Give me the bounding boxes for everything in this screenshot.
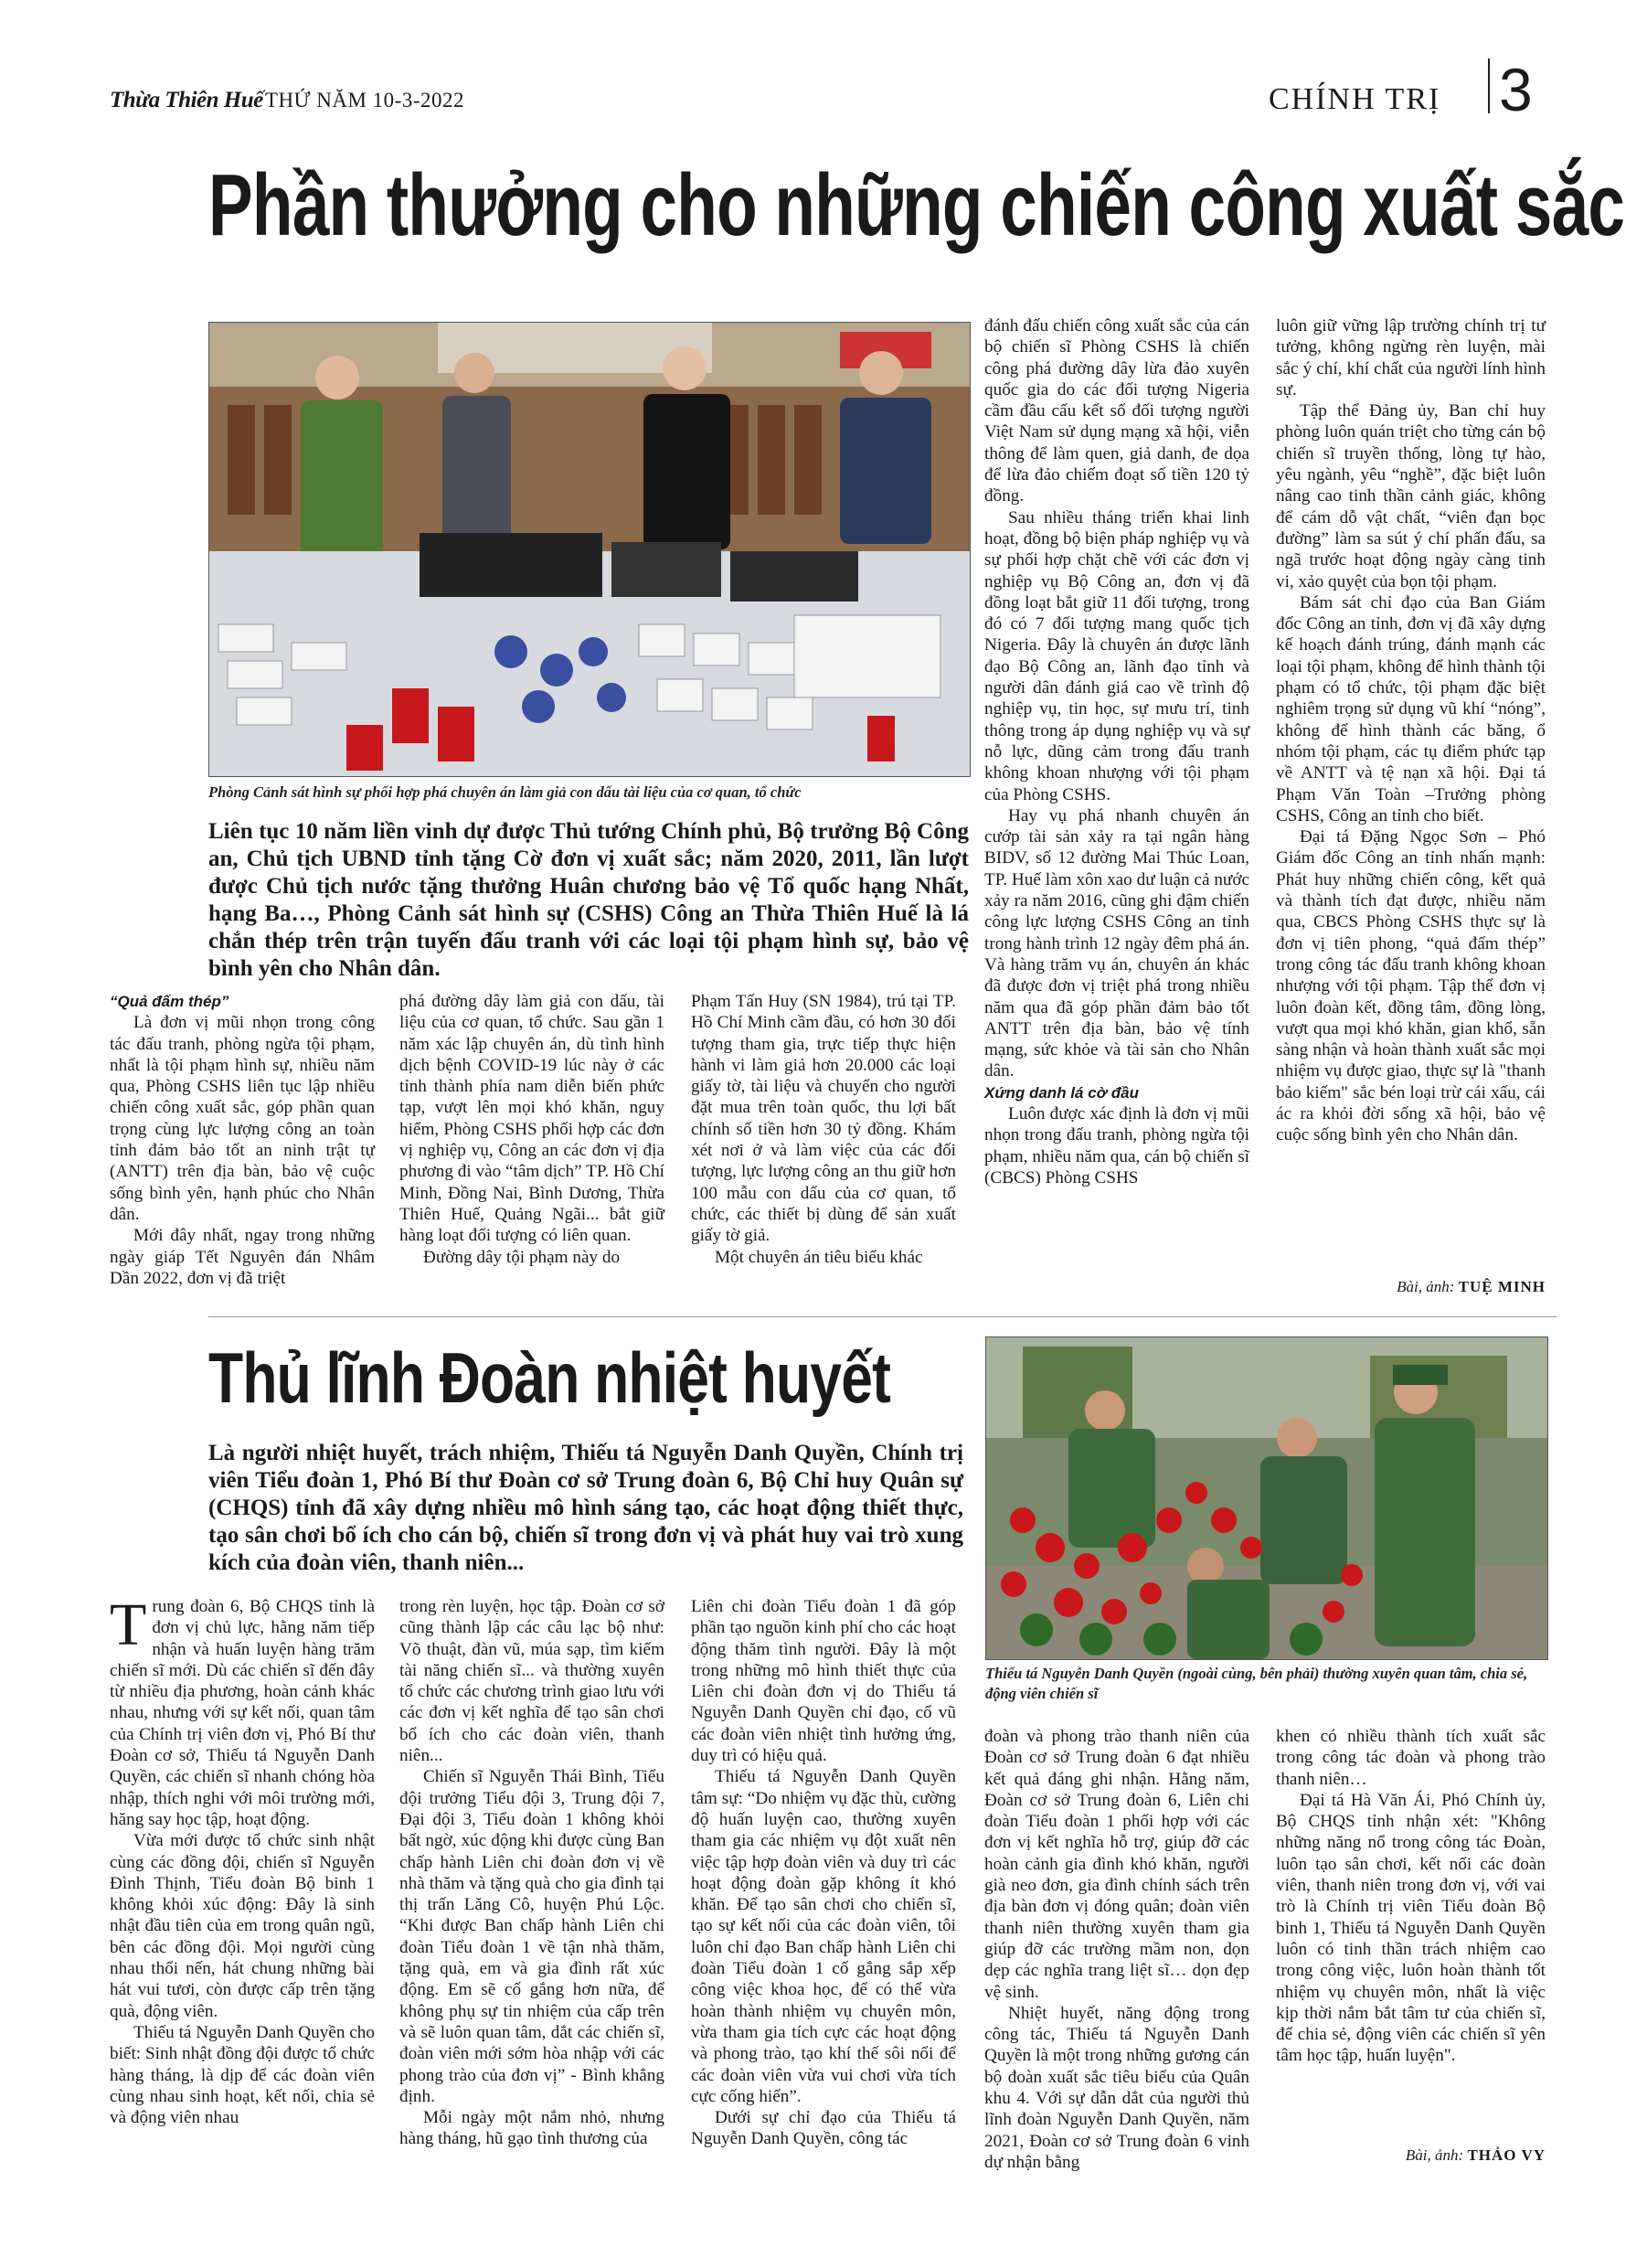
byline-label: Bài, ảnh: [1397, 1278, 1455, 1295]
paragraph: Đại tá Đặng Ngọc Sơn – Phó Giám đốc Công an tỉnh nhấn mạnh: Phát huy những chiến công, kết quả và thành tích đạt được, nhiều năm qua, CBCS Phòng CSHS thực sự là đơn vị tiên phong, “quả đấm thép” trong công tác đấu tranh không khoan nhượng với tội phạm. Tập thể đơn vị luôn đoàn kết, đồng tâm, đồng lòng, vượt qua mọi khó khăn, gian khổ, sẵn sàng nhận và hoàn thành xuất sắc mọi nhiệm vụ được giao, thực sự là "thanh bảo kiếm" sắc bén loại trừ cái xấu, cái ác ra khỏi đời sống xã hội, bảo vệ cuộc sống bình yên cho Nhân dân. [1276, 827, 1546, 1145]
article2-column-5 [1276, 1726, 1546, 2067]
paragraph: trong rèn luyện, học tập. Đoàn cơ sở cũng thành lập các câu lạc bộ như: Võ thuật, đàn vũ, múa sạp, tìm kiếm tài năng chiến sĩ... và thường xuyên tổ chức các chương trình giao lưu với các đơn vị kết nghĩa để tạo sân chơi bổ ích cho các đoàn viên, thanh niên... [399, 1597, 664, 1766]
article1-column-2 [399, 991, 664, 1268]
article1-lead: Liên tục 10 năm liền vinh dự được Thủ tướng Chính phủ, Bộ trưởng Bộ Công an, Chủ tịch UBND tỉnh tặng Cờ đơn vị xuất sắc; năm 2020, 2011, lần lượt được Chủ tịch nước tặng thưởng Huân chương bảo vệ Tổ quốc hạng Nhất, hạng Ba…, Phòng Cảnh sát hình sự (CSHS) Công an Thừa Thiên Huế là lá chắn thép trên trận tuyến đấu tranh với các loại tội phạm hình sự, bảo vệ bình yên cho Nhân dân. [208, 819, 969, 981]
article1-headline: Phần thưởng cho những chiến công xuất sắc [208, 156, 1625, 254]
paragraph: Hay vụ phá nhanh chuyên án cướp tài sản xảy ra tại ngân hàng BIDV, số 12 đường Mai Thúc Loan, TP. Huế làm xôn xao dư luận cả nước xảy ra năm 2016, cũng ghi đậm chiến công lực lượng CSHS Công an tỉnh trong hành trình 12 ngày đêm phá án. Và hàng trăm vụ án, chuyên án khác đã được đơn vị triệt phá trong nhiều năm qua đã góp phần đảm bảo tốt ANTT trên địa bàn, bảo vệ tính mạng, sức khỏe và tài sản cho Nhân dân. [984, 805, 1249, 1081]
paragraph: Dưới sự chỉ đạo của Thiếu tá Nguyễn Danh Quyền, công tác [691, 2108, 956, 2149]
article1-column-1 [110, 991, 375, 1289]
article2-lead: Là người nhiệt huyết, trách nhiệm, Thiếu tá Nguyễn Danh Quyền, Chính trị viên Tiểu đoàn 1, Phó Bí thư Đoàn cơ sở Trung đoàn 6, Bộ Chỉ huy Quân sự (CHQS) tỉnh đã xây dựng nhiều mô hình sáng tạo, các hoạt động thiết thực, tạo sân chơi bổ ích cho cán bộ, chiến sĩ trong đơn vị và phát huy vai trò xung kích của đoàn viên, thanh niên... [208, 1441, 963, 1575]
paragraph: phá đường dây làm giả con dấu, tài liệu của cơ quan, tổ chức. Sau gần 1 năm xác lập chuyên án, dù tình hình dịch bệnh COVID-19 lúc này ở các tỉnh thành phía nam diễn biến phức tạp, vượt lên mọi khó khăn, nguy hiểm, Phòng CSHS phối hợp các đơn vị nghiệp vụ, Công an các đơn vị địa phương đi vào “tâm dịch” TP. Hồ Chí Minh, Đồng Nai, Bình Dương, Thừa Thiên Huế, Quảng Ngãi... bắt giữ hàng loạt đối tượng có liên quan. [399, 992, 664, 1246]
paragraph: Một chuyên án tiêu biểu khác [715, 1247, 923, 1267]
paragraph: Nhiệt huyết, năng động trong công tác, Thiếu tá Nguyễn Danh Quyền là một trong những gương cán bộ đoàn xuất sắc tiêu biểu của Quân khu 4. Với sự dẫn dắt của người thủ lĩnh đoàn Nguyễn Danh Quyền, năm 2021, Đoàn cơ sở Trung đoàn 6 vinh dự nhận bằng [984, 2003, 1249, 2172]
article1-column-4 [984, 315, 1249, 1188]
paragraph: Đường dây tội phạm này do [423, 1247, 621, 1267]
section-divider [1488, 59, 1490, 113]
paragraph: Chiến sĩ Nguyễn Thái Bình, Tiểu đội trưởng Tiểu đội 3, Trung đội 7, Đại đội 3, Tiểu đoàn 1 không khỏi bất ngờ, xúc động khi được cùng Ban chấp hành Liên chi đoàn đơn vị về nhà thăm và tặng quà cho gia đình tại thị trấn Lăng Cô, huyện Phú Lộc. “Khi được Ban chấp hành Liên chi đoàn Tiểu đoàn 1 về tận nhà thăm, tặng quà, em và gia đình rất xúc động. Em sẽ cố gắng hơn nữa, để không phụ sự tin nhiệm của cấp trên và sẽ luôn quan tâm, dắt các chiến sĩ, đoàn viên mới sớm hòa nhập với các phong trào của đơn vị” - Bình khẳng định. [399, 1767, 664, 2106]
subhead-xung-danh: Xứng danh lá cờ đầu [984, 1083, 1140, 1102]
paragraph: Tập thể Đảng ủy, Ban chỉ huy phòng luôn quán triệt cho từng cán bộ chiến sĩ truyền thống, lòng tự hào, yêu ngành, yêu “nghề”, đặc biệt luôn nâng cao tinh thần cảnh giác, không để cám dỗ vật chất, “viên đạn bọc đường” làm sa sút ý chí phấn đấu, sa ngã trước hoạt động ngày càng tinh vi, xảo quyệt của bọn tội phạm. [1276, 401, 1546, 591]
article2-photo-caption: Thiếu tá Nguyễn Danh Quyền (ngoài cùng, bên phải) thường xuyên quan tâm, chia sẻ, động viên chiến sĩ [985, 1665, 1528, 1702]
article1-column-5 [1276, 315, 1546, 1146]
paragraph: Thiếu tá Nguyễn Danh Quyền tâm sự: “Do nhiệm vụ đặc thù, cường độ huấn luyện cao, thường xuyên tham gia các nhiệm vụ đột xuất nên việc tập hợp đoàn viên và duy trì các hoạt động đoàn gặp không ít khó khăn. Để tạo sân chơi cho chiến sĩ, tạo sự kết nối của các đoàn viên, tôi luôn chỉ đạo Ban chấp hành Liên chi đoàn Tiểu đoàn 1 cố gắng sắp xếp công việc khoa học, để có thể vừa hoàn thành nhiệm vụ chuyên môn, vừa tham gia tích cực các hoạt động và phong trào, tạo khí thế sôi nổi để các đoàn viên vừa vui chơi vừa tích cực cống hiến”. [691, 1767, 956, 2106]
dropcap: T [110, 1592, 147, 1658]
article2-headline: Thủ lĩnh Đoàn nhiệt huyết [208, 1337, 891, 1418]
paragraph: Mỗi ngày một nắm nhỏ, nhưng hàng tháng, hũ gạo tình thương của [399, 2108, 664, 2149]
byline-author: THẢO VY [1467, 2146, 1546, 2164]
paragraph: Mới đây nhất, ngay trong những ngày giáp Tết Nguyên đán Nhâm Dần 2022, đơn vị đã triệt [110, 1226, 375, 1288]
article2-column-2 [399, 1596, 664, 2150]
article2-column-4 [984, 1726, 1249, 2173]
issue-date: THỨ NĂM 10-3-2022 [265, 89, 464, 112]
article1-byline [1276, 1278, 1546, 1296]
byline-author: TUỆ MINH [1458, 1278, 1546, 1295]
article2-column-3 [691, 1596, 956, 2150]
paragraph: khen có nhiều thành tích xuất sắc trong công tác đoàn và phong trào thanh niên… [1276, 1727, 1546, 1789]
paragraph: đoàn và phong trào thanh niên của Đoàn cơ sở Trung đoàn 6 đạt nhiều kết quả đáng ghi nhận. Hằng năm, Đoàn cơ sở Trung đoàn 6, Liên chi đoàn Tiểu đoàn 1 phối hợp với các đơn vị kết nghĩa hỗ trợ, giúp đỡ các hoàn cảnh gia đình khó khăn, người già neo đơn, gia đình chính sách trên địa bàn đơn vị đóng quân; đoàn viên thanh niên thường xuyên tham gia giúp đỡ các trường mầm non, dọn dẹp các nghĩa trang liệt sĩ… dọn đẹp vệ sinh. [984, 1727, 1249, 2002]
paragraph: Bám sát chỉ đạo của Ban Giám đốc Công an tỉnh, đơn vị đã xây dựng kế hoạch đánh trúng, đánh mạnh các loại tội phạm, không để hình thành tội phạm có tổ chức, tội phạm đặc biệt nghiêm trọng sử dụng vũ khí “nóng”, không để hình thành các băng, ổ nhóm tội phạm, các tụ điểm phức tạp về ANTT và tệ nạn xã hội. Đại tá Phạm Văn Toàn –Trưởng phòng CSHS, Công an tỉnh cho biết. [1276, 592, 1546, 825]
paragraph: Sau nhiều tháng triển khai linh hoạt, đồng bộ biện pháp nghiệp vụ và sự phối hợp chặt chẽ với các đơn vị nghiệp vụ Bộ Công an, đơn vị đã đồng loạt bắt giữ 11 đối tượng, trong đó có 7 đối tượng mang quốc tịch Nigeria. Đây là chuyên án được lãnh đạo Bộ Công an, lãnh đạo tỉnh và người dân đánh giá cao về trình độ nghiệp vụ, tin học, sự mưu trí, tinh thông trong áp dụng nghiệp vụ và sự nỗ lực, dũng cảm trong đấu tranh không khoan nhượng với tội phạm của Phòng CSHS. [984, 507, 1249, 804]
article1-photo [208, 322, 971, 777]
subhead-qua-dam-thep: “Quả đấm thép” [110, 993, 229, 1010]
police-evidence-photo-icon [209, 323, 970, 776]
paragraph: Liên chi đoàn Tiểu đoàn 1 đã góp phần tạo nguồn kinh phí cho các hoạt động thăm tình người. Đây là một trong những mô hình thiết thực của Liên chi đoàn đơn vị do Thiếu tá Nguyễn Danh Quyền chỉ đạo, cổ vũ các đoàn viên nhiệt tình hưởng ứng, duy trì có hiệu quả. [691, 1597, 956, 1766]
paragraph: đánh đấu chiến công xuất sắc của cán bộ chiến sĩ Phòng CSHS là chiến công phá đường dây lừa đảo xuyên quốc gia do các đối tượng Nigeria cầm đầu cấu kết số đối tượng người Việt Nam sử dụng mạng xã hội, viễn thông để làm quen, giả danh, đe dọa để lừa đảo chiếm đoạt số tiền 120 tỷ đồng. [984, 316, 1249, 506]
article2-byline [1276, 2146, 1546, 2165]
article2-column-1 [110, 1592, 375, 2128]
paragraph: Vừa mới được tổ chức sinh nhật cùng các đồng đội, chiến sĩ Nguyễn Đình Thịnh, Tiểu đoàn Bộ binh 1 không khỏi xúc động: Đây là sinh nhật đầu tiên của em trong quân ngũ, bên các đồng đội. Mọi người cùng nhau thổi nến, hát chung những bài hát vui tươi, còn được cấp trên tặng quà, động viên. [110, 1831, 375, 2021]
section-name: CHÍNH TRỊ [1269, 82, 1441, 116]
paragraph: Thiếu tá Nguyễn Danh Quyền cho biết: Sinh nhật đồng đội được tổ chức hàng tháng, là dịp để các đoàn viên cùng nhau sinh hoạt, kết nối, chia sẻ và động viên nhau [110, 2022, 375, 2128]
paragraph-with-dropcap [110, 1592, 375, 1830]
paragraph: Đại tá Hà Văn Ái, Phó Chính ủy, Bộ CHQS tỉnh nhận xét: "Không những năng nổ trong công tác Đoàn, luôn tạo sân chơi, kết nối các đoàn viên, thanh niên trong đơn vị, với vai trò là Chính trị viên Tiểu đoàn Bộ binh 1, Thiếu tá Nguyễn Danh Quyền luôn có tinh thần trách nhiệm cao trong công việc, luôn hoàn thành tốt nhiệm vụ chuyên môn, nhất là việc kịp thời nắm bắt tâm tư của chiến sĩ, để chia sẻ, động viên các chiến sĩ yên tâm học tập, huấn luyện". [1276, 1790, 1546, 2066]
byline-label: Bài, ảnh: [1405, 2146, 1464, 2164]
paragraph-text: rung đoàn 6, Bộ CHQS tỉnh là đơn vị chủ lực, hằng năm tiếp nhận và huấn luyện hàng trăm chiến sĩ mới. Dù các chiến sĩ đến đây từ nhiều địa phương, hoàn cảnh khác nhau, nhưng với sự kết nối, quan tâm của Chính trị viên đơn vị, Phó Bí thư Đoàn cơ sở, Thiếu tá Nguyễn Danh Quyền, các chiến sĩ nhanh chóng hòa nhập, thích nghi với môi trường mới, hăng say học tập, hoạt động. [110, 1597, 375, 1829]
paragraph: Phạm Tấn Huy (SN 1984), trú tại TP. Hồ Chí Minh cầm đầu, có hơn 30 đối tượng tham gia, trực tiếp thực hiện hành vi làm giả hơn 20.000 các loại giấy tờ, tài liệu và chuyển cho người đặt mua trên toàn quốc, thu lợi bất chính số tiền hơn 30 tỷ đồng. Khám xét nơi ở và làm việc của các đối tượng, lực lượng công an thu giữ hơn 100 mẫu con dấu của cơ quan, tổ chức, các thiết bị dùng để sản xuất giấy tờ giả. [691, 992, 956, 1246]
paragraph: luôn giữ vững lập trường chính trị tư tưởng, không ngừng rèn luyện, mài sắc ý chí, khí chất của người lính hình sự. [1276, 316, 1546, 399]
article-divider [208, 1316, 1557, 1317]
article1-photo-caption: Phòng Cảnh sát hình sự phối hợp phá chuyên án làm giả con dấu tài liệu của cơ quan, tổ chức [208, 783, 802, 801]
paragraph: Là đơn vị mũi nhọn trong công tác đấu tranh, phòng ngừa tội phạm, nhất là tội phạm hình sự, nhiều năm qua, Phòng CSHS liên tục lập nhiều chiến công xuất sắc, góp phần quan trọng cùng lực lượng công an toàn tỉnh đảm bảo tốt an ninh trật tự (ANTT) trên địa bàn, bảo vệ cuộc sống bình yên, hạnh phúc cho Nhân dân. [110, 1013, 375, 1224]
paper-name: Thừa Thiên Huế [110, 88, 263, 112]
soldiers-flowers-photo-icon [986, 1337, 1547, 1659]
paragraph: Luôn được xác định là đơn vị mũi nhọn trong đấu tranh, phòng ngừa tội phạm, nhiều năm qua, cán bộ chiến sĩ (CBCS) Phòng CSHS [984, 1103, 1249, 1187]
article2-photo [985, 1336, 1548, 1660]
page-number: 3 [1499, 56, 1533, 123]
article1-column-3 [691, 991, 956, 1268]
